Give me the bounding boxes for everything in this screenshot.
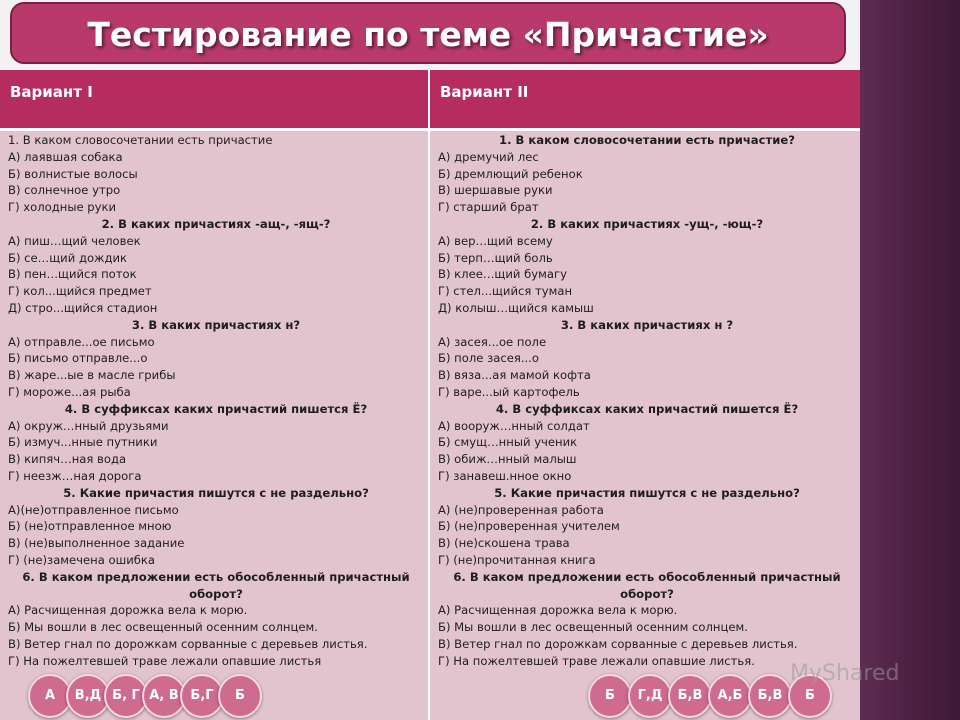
answer-option: А) Расчищенная дорожка вела к морю. [438, 603, 678, 618]
answer-option: А) (не)проверенная работа [438, 502, 604, 517]
answer-option: Б) (не)проверенная учителем [438, 519, 620, 534]
answer-option: Б) письмо отправле...о [8, 351, 148, 366]
answer-option: Б) поле засея...о [438, 351, 539, 366]
header-variant-2 [430, 70, 860, 128]
answer-circle: А, В [142, 674, 186, 718]
answer-option: Б) се…щий дождик [8, 250, 128, 265]
answers-variant-1 [28, 674, 268, 718]
answer-option: В) жаре...ые в масле грибы [8, 368, 176, 383]
question-line: 6. В каком предложении есть обособленный причастный [453, 569, 841, 584]
answer-option: Г) кол...щийся предмет [8, 284, 152, 299]
question-line: 5. Какие причастия пишутся с не раздельно? [63, 485, 369, 500]
answer-option: А) пиш…щий человек [8, 233, 141, 248]
answer-option: А) отправле...ое письмо [8, 334, 155, 349]
question-line: 1. В каком словосочетании есть причастие? [499, 133, 795, 147]
variant-1-questions [8, 132, 424, 670]
question-line: оборот? [189, 586, 243, 601]
question-line: 6. В каком предложении есть обособленный причастный [22, 569, 410, 584]
answer-option: В) Ветер гнал по дорожкам сорванные с деревьев листья. [8, 636, 368, 651]
answer-option: Б) волнистые волосы [8, 166, 138, 181]
answer-option: В) кипяч…ная вода [8, 452, 127, 467]
answer-option: Б) Мы вошли в лес освещенный осенним солнцем. [8, 620, 318, 635]
answer-option: В) солнечное утро [8, 183, 121, 198]
decorative-side-band [860, 0, 960, 720]
answer-option: Б) дремлющий ребенок [438, 166, 583, 181]
answer-circle: Б,В [748, 674, 792, 718]
answer-option: Г) (не)прочитанная книга [438, 552, 596, 567]
answer-option: А) вер…щий всему [438, 233, 553, 248]
answer-option: В) клее…щий бумагу [438, 267, 567, 282]
answer-option: А) Расчищенная дорожка вела к морю. [8, 603, 248, 618]
answer-option: Г) неезж…ная дорога [8, 468, 142, 483]
answer-option: Г) мороже...ая рыба [8, 384, 131, 399]
answer-option: Г) (не)замечена ошибка [8, 552, 156, 567]
answer-option: В) (не)выполненное задание [8, 536, 185, 551]
answer-circle: Б, Г [104, 674, 148, 718]
answer-circle: Г,Д [628, 674, 672, 718]
answer-option: Г) На пожелтевшей траве лежали опавшие листья [8, 653, 322, 668]
variant-2-questions [438, 132, 856, 670]
answer-option: Г) варе...ый картофель [438, 384, 580, 399]
answer-option: Б) смущ…нный ученик [438, 435, 578, 450]
answer-circle: А [28, 674, 72, 718]
answer-circle: В,Д [66, 674, 110, 718]
answer-circle: Б [588, 674, 632, 718]
answer-option: Г) На пожелтевшей траве лежали опавшие листья. [438, 653, 755, 668]
answer-option: А) дремучий лес [438, 149, 539, 164]
header-variant-1 [0, 70, 428, 128]
header-variant-1-label: Вариант I [10, 83, 93, 101]
answer-option: Г) занавеш.нное окно [438, 468, 572, 483]
answer-circle: Б [218, 674, 262, 718]
answer-circle: А,Б [708, 674, 752, 718]
answer-option: Г) стел...щийся туман [438, 284, 573, 299]
question-line: 2. В каких причастиях -ущ-, -ющ-? [530, 216, 764, 231]
answer-option: Б) измуч...нные путники [8, 435, 158, 450]
answer-option: А) лаявшая собака [8, 149, 123, 164]
column-divider [428, 70, 430, 720]
question-line: 4. В суффиксах каких причастий пишется Ё? [495, 401, 799, 416]
answer-option: Б) терп…щий боль [438, 250, 553, 265]
answer-option: 1. В каком словосочетании есть причастие [8, 133, 273, 147]
header-divider [0, 128, 860, 131]
answer-option: Б) (не)отправленное мною [8, 519, 172, 534]
answer-circle: Б [788, 674, 832, 718]
question-line: 4. В суффиксах каких причастий пишется Ё? [64, 401, 368, 416]
answer-option: Д) колыш…щийся камыш [438, 300, 594, 315]
answer-option: В) вяза...ая мамой кофта [438, 368, 591, 383]
answer-option: В) обиж…нный малыш [438, 452, 577, 467]
watermark: MyShared [790, 661, 900, 686]
header-variant-2-label: Вариант II [440, 83, 529, 101]
question-line: оборот? [620, 586, 674, 601]
question-line: 3. В каких причастиях н? [131, 317, 301, 332]
answer-option: Г) старший брат [438, 200, 539, 215]
answer-option: Б) Мы вошли в лес освещенный осенним солнцем. [438, 620, 748, 635]
title-banner [10, 2, 846, 64]
question-line: 2. В каких причастиях -ащ-, -ящ-? [101, 216, 331, 231]
answer-option: В) Ветер гнал по дорожкам сорванные с деревьев листья. [438, 636, 798, 651]
question-line: 3. В каких причастиях н ? [560, 317, 734, 332]
answer-circle: Б,Г [180, 674, 224, 718]
answer-option: А) засея...ое поле [438, 334, 547, 349]
answer-option: А)(не)отправленное письмо [8, 502, 179, 517]
page-title: Тестирование по теме «Причастие» [87, 15, 769, 54]
answer-circle: Б,В [668, 674, 712, 718]
answer-option: Г) холодные руки [8, 200, 117, 215]
answer-option: А) окруж…нный друзьями [8, 418, 169, 433]
question-line: 5. Какие причастия пишутся с не раздельно? [494, 485, 800, 500]
answer-option: В) (не)скошена трава [438, 536, 570, 551]
answer-option: Д) стро...щийся стадион [8, 300, 158, 315]
answer-option: В) пен…щийся поток [8, 267, 137, 282]
answer-option: А) вооруж…нный солдат [438, 418, 590, 433]
answer-option: В) шершавые руки [438, 183, 553, 198]
